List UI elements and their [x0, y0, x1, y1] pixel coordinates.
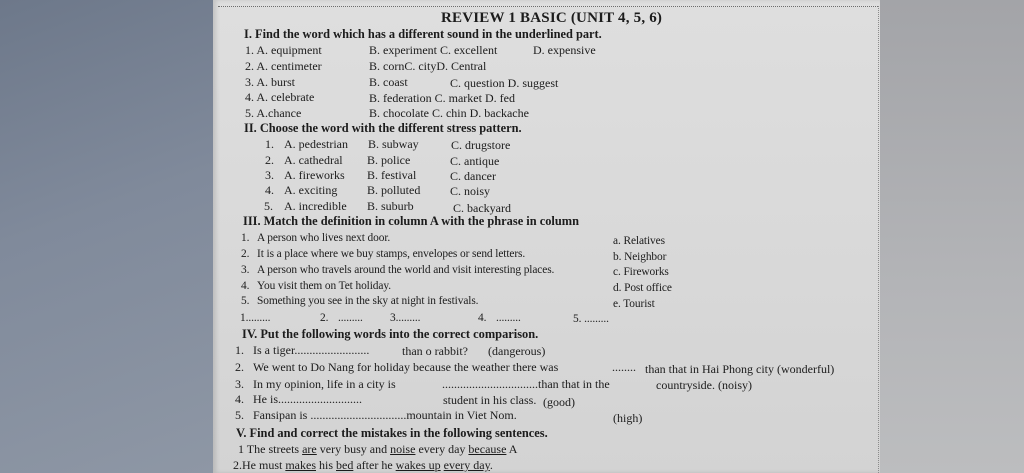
s2-q4-b: B. polluted	[367, 183, 421, 197]
s5-item-2-part: his	[316, 458, 337, 472]
s1-q5-a: 5. A.chance	[245, 106, 302, 120]
s3-item-1-num: 1.	[241, 232, 250, 244]
s2-q3-num: 3.	[265, 168, 274, 182]
s2-q3-c: C. dancer	[450, 169, 496, 183]
s3-item-1-text: A person who lives next door.	[257, 232, 391, 244]
s4-item-5-num: 5.	[235, 408, 244, 422]
s1-q2-bcd: B. cornC. cityD. Central	[369, 59, 487, 73]
section-1-heading: I. Find the word which has a different sound in the underlined part.	[244, 27, 602, 41]
section-5-heading: V. Find and correct the mistakes in the following sentences.	[236, 426, 548, 440]
s3-answer-3: 3.........	[390, 312, 421, 324]
s3-item-2-text: It is a place where we buy stamps, envelopes or send letters.	[257, 248, 526, 260]
s2-q4-c: C. noisy	[450, 184, 491, 198]
s2-q5-a: A. incredible	[284, 199, 347, 213]
s2-q1-b: B. subway	[368, 137, 419, 151]
s4-item-2-text: We went to Do Nang for holiday because the weather there was	[253, 360, 559, 374]
s4-item-2-text-end: than that in Hai Phong city (wonderful)	[645, 362, 835, 376]
s5-item-2-part: after he	[353, 458, 396, 472]
s5-item-1-part: 1 The streets	[238, 442, 303, 456]
s5-item-1	[238, 442, 517, 456]
s4-item-3-text: In my opinion, life in a city is	[253, 377, 396, 391]
s2-q5-c: C. backyard	[453, 201, 511, 215]
s4-item-3-text-end: countryside. (noisy)	[656, 378, 752, 392]
s2-q2-a: A. cathedral	[284, 153, 343, 167]
s5-item-2-underlined-c: wakes up	[395, 458, 441, 472]
s1-q4-bcd: B. federation C. market D. fed	[369, 91, 515, 105]
right-dotted-rule	[878, 6, 879, 473]
s3-answer-4-num: 4.	[478, 312, 487, 324]
s2-q1-num: 1.	[265, 137, 274, 151]
section-4-heading: IV. Put the following words into the correct comparison.	[242, 327, 539, 341]
s2-q4-a: A. exciting	[284, 183, 338, 197]
s5-item-2	[233, 458, 493, 472]
s1-q1-a: 1. A. equipment	[245, 43, 322, 57]
s5-item-2-underlined-a: makes	[285, 458, 316, 472]
s4-item-3-blank: ................................than that in the	[442, 377, 610, 391]
s5-item-1-underlined-b: noise	[390, 442, 416, 456]
s3-option-c: c. Fireworks	[613, 266, 669, 278]
s5-item-2-part: .	[489, 458, 493, 472]
s1-q4-a: 4. A. celebrate	[245, 90, 315, 104]
s5-item-1-part: A	[506, 442, 518, 456]
s4-item-2-blank: ........	[612, 360, 636, 374]
background-left	[0, 0, 214, 473]
s3-item-3-text: A person who travels around the world and visit interesting places.	[257, 264, 555, 276]
s5-item-1-part: every day	[415, 442, 469, 456]
s4-item-1-num: 1.	[235, 343, 244, 357]
s5-item-1-underlined-a: are	[302, 442, 317, 456]
s5-item-1-part: very busy and	[316, 442, 391, 456]
s4-item-4-text: He is............................	[253, 392, 362, 406]
background-right	[880, 0, 1024, 473]
s2-q3-b: B. festival	[367, 168, 417, 182]
s3-item-2-num: 2.	[241, 248, 250, 260]
s1-q1-d: D. expensive	[533, 43, 596, 57]
s3-item-5-text: Something you see in the sky at night in festivals.	[257, 295, 479, 307]
s3-item-4-text: You visit them on Tet holiday.	[257, 280, 391, 292]
s4-item-1-text-end: than o rabbit?	[402, 344, 468, 358]
s2-q3-a: A. fireworks	[284, 168, 345, 182]
s1-q3-cd: C. question D. suggest	[450, 76, 559, 90]
s5-item-2-underlined-b: bed	[336, 458, 354, 472]
s5-item-1-underlined-c: because	[468, 442, 507, 456]
section-3-heading: III. Match the definition in column A with the phrase in column	[243, 214, 579, 228]
s1-q3-b: B. coast	[369, 75, 408, 89]
s4-item-3-num: 3.	[235, 377, 244, 391]
s1-q2-a: 2. A. centimeter	[245, 59, 322, 73]
s4-item-1-hint: (dangerous)	[488, 344, 546, 358]
s2-q4-num: 4.	[265, 183, 274, 197]
s2-q1-c: C. drugstore	[451, 138, 511, 152]
page-title: REVIEW 1 BASIC (UNIT 4, 5, 6)	[441, 10, 663, 26]
s1-q5-bcd: B. chocolate C. chin D. backache	[369, 106, 529, 120]
s3-answer-1: 1.........	[240, 312, 271, 324]
s1-q1-bc: B. experiment C. excellent	[369, 43, 498, 57]
s2-q2-num: 2.	[265, 153, 274, 167]
s4-item-2-num: 2.	[235, 360, 244, 374]
s3-option-e: e. Tourist	[613, 298, 655, 310]
s4-item-4-text-end: student in his class.	[443, 393, 537, 407]
s3-answer-2-blank: .........	[338, 312, 363, 324]
s3-answer-2-num: 2.	[320, 312, 329, 324]
s3-item-3-num: 3.	[241, 264, 250, 276]
s3-option-b: b. Neighbor	[613, 251, 667, 263]
section-2-heading: II. Choose the word with the different stress pattern.	[244, 121, 522, 135]
s1-q3-a: 3. A. burst	[245, 75, 296, 89]
s3-item-4-num: 4.	[241, 280, 250, 292]
top-dotted-rule	[218, 6, 878, 7]
s2-q2-c: C. antique	[450, 154, 500, 168]
s2-q1-a: A. pedestrian	[284, 137, 348, 151]
s4-item-1-text: Is a tiger.........................	[253, 343, 370, 357]
s5-item-2-underlined-d: every day	[443, 458, 490, 472]
s4-item-4-num: 4.	[235, 392, 244, 406]
s3-answer-4-blank: .........	[496, 312, 521, 324]
s4-item-4-hint: (good)	[543, 395, 575, 409]
s2-q2-b: B. police	[367, 153, 411, 167]
s4-item-5-hint: (high)	[613, 411, 643, 425]
s3-answer-5: 5. .........	[573, 313, 609, 325]
s2-q5-b: B. suburb	[367, 199, 414, 213]
s5-item-2-part: 2.He must	[233, 458, 286, 472]
s3-option-d: d. Post office	[613, 282, 672, 294]
s4-item-5-text: Fansipan is ................................mountain in Viet Nom.	[253, 408, 517, 422]
s2-q5-num: 5.	[264, 199, 273, 213]
s3-item-5-num: 5.	[241, 295, 250, 307]
s3-option-a: a. Relatives	[613, 235, 665, 247]
